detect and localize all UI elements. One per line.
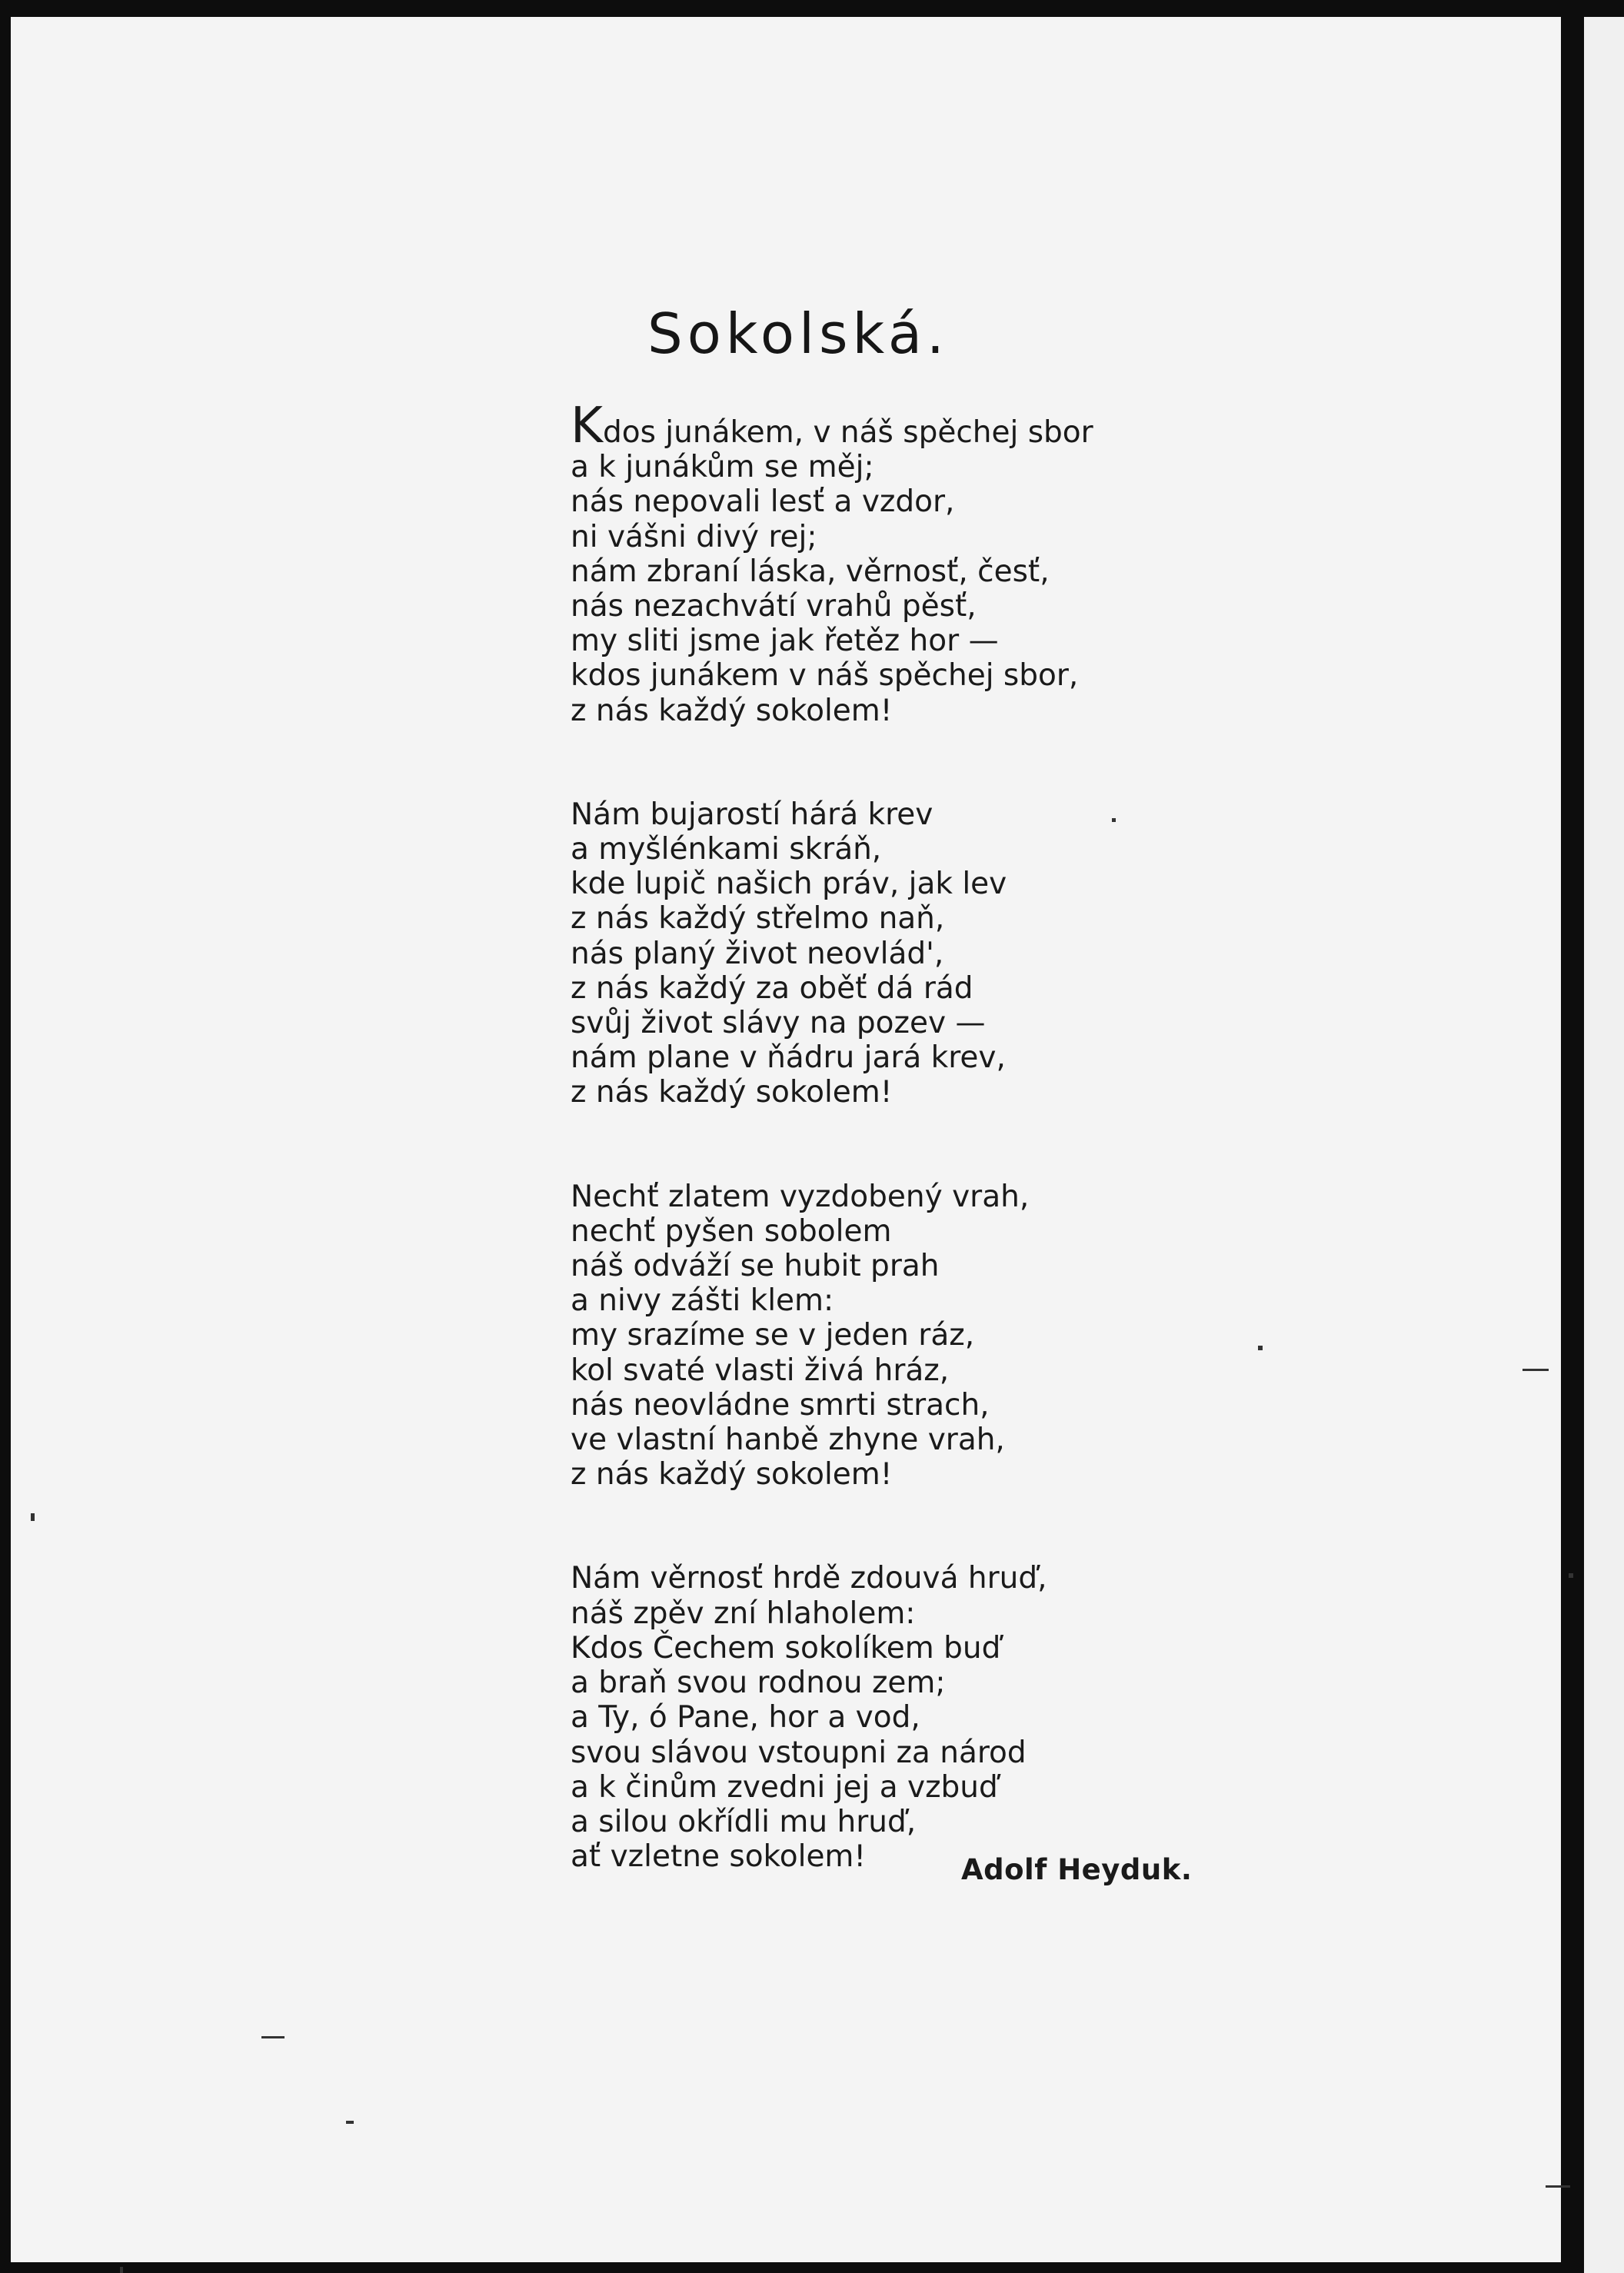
poem-body <box>571 398 1263 1943</box>
poem-line: náš odváží se hubit prah <box>571 1249 940 1284</box>
poem-line: ni vášni divý rej; <box>571 519 817 554</box>
scan-speck <box>1522 1369 1549 1371</box>
poem-line: nás planý život neovlád', <box>571 936 944 971</box>
author-signature: Adolf Heyduk. <box>961 1853 1193 1886</box>
poem-line: kol svaté vlasti živá hráz, <box>571 1353 950 1388</box>
first-line-text: dos junákem, v náš spěchej sbor <box>602 415 1093 450</box>
scan-speck <box>1546 2185 1570 2188</box>
poem-line: nás nezachvátí vrahů pěsť, <box>571 589 977 624</box>
poem-line: a nivy zášti klem: <box>571 1283 834 1319</box>
poem-title: Sokolská. <box>647 301 949 366</box>
poem-line: nám zbraní láska, věrnosť, česť, <box>571 554 1050 589</box>
poem-line: a k činům zvedni jej a vzbuď <box>571 1769 998 1805</box>
poem-line: Nechť zlatem vyzdobený vrah, <box>571 1179 1030 1214</box>
poem-line: a myšlénkami skráň, <box>571 832 882 867</box>
scan-speck <box>346 2121 354 2124</box>
poem-line: ve vlastní hanbě zhyne vrah, <box>571 1423 1005 1458</box>
poem-line: kde lupič našich práv, jak lev <box>571 867 1007 902</box>
next-page-edge <box>1584 17 1624 2273</box>
poem-line: z nás každý sokolem! <box>571 1075 893 1110</box>
poem-line: kdos junákem v náš spěchej sbor, <box>571 658 1079 694</box>
poem-line: Nám věrnosť hrdě zdouvá hruď, <box>571 1561 1047 1596</box>
poem-line: nám plane v ňádru jará krev, <box>571 1040 1006 1076</box>
poem-line: Kdos Čechem sokolíkem buď <box>571 1630 1001 1666</box>
stanza-2 <box>571 797 1263 1110</box>
poem-line: nás neovládne smrti strach, <box>571 1387 990 1423</box>
stanza-4 <box>571 1561 1263 1874</box>
stanza-3 <box>571 1180 1263 1493</box>
poem-line: nás nepovali lesť a vzdor, <box>571 484 955 520</box>
poem-line: a silou okřídli mu hruď, <box>571 1804 917 1839</box>
poem-line: svou slávou vstoupni za národ <box>571 1735 1027 1770</box>
poem-line: a braň svou rodnou zem; <box>571 1666 946 1701</box>
poem-line: z nás každý sokolem! <box>571 693 893 728</box>
scan-speck <box>1569 1573 1573 1578</box>
poem-line: ať vzletne sokolem! <box>571 1839 867 1875</box>
poem-line: z nás každý za oběť dá rád <box>571 970 973 1006</box>
poem-line: my sliti jsme jak řetěz hor — <box>571 624 999 659</box>
scan-speck <box>1112 818 1116 822</box>
scan-speck <box>120 2267 123 2273</box>
stanza-1 <box>571 398 1263 728</box>
poem-line: nechť pyšen sobolem <box>571 1213 892 1249</box>
scan-speck <box>261 2036 285 2038</box>
scan-speck <box>1258 1346 1263 1350</box>
scan-speck <box>31 1513 35 1521</box>
poem-line: svůj život slávy na pozev — <box>571 1006 986 1041</box>
poem-line: náš zpěv zní hlaholem: <box>571 1596 916 1631</box>
poem-line: z nás každý střelmo naň, <box>571 901 945 937</box>
poem-line: a Ty, ó Pane, hor a vod, <box>571 1700 920 1736</box>
poem-line <box>571 398 1263 454</box>
drop-cap: K <box>571 398 603 454</box>
poem-line: my srazíme se v jeden ráz, <box>571 1318 975 1353</box>
poem-line: Nám bujarostí hárá krev <box>571 797 933 832</box>
poem-line: z nás každý sokolem! <box>571 1457 893 1493</box>
poem-line: a k junákům se měj; <box>571 450 874 485</box>
